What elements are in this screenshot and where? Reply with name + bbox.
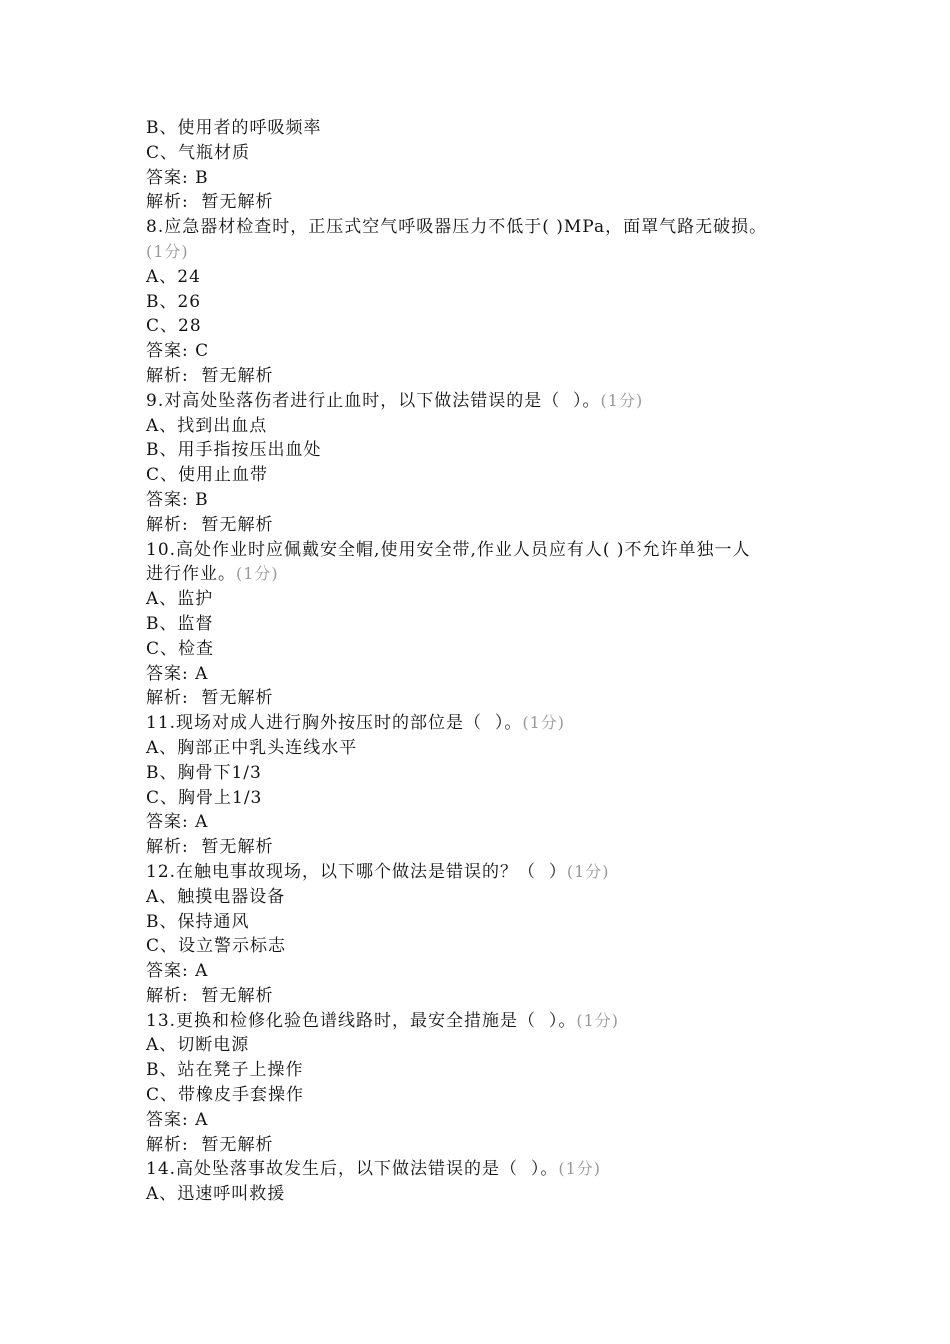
analysis-text: 解析: 暂无解析 [146,985,274,1006]
question-line [146,1009,826,1034]
option-line [146,587,826,612]
option-line [146,1182,826,1207]
option-text: A、找到出血点 [146,415,268,436]
option-text: B、胸骨下1/3 [146,762,262,783]
answer-text: 答案: A [146,1109,209,1130]
analysis-text: 解析: 暂无解析 [146,192,274,213]
option-text: A、胸部正中乳头连线水平 [146,737,358,758]
analysis-text: 解析: 暂无解析 [146,688,274,709]
answer-line [146,1108,826,1133]
question-text: 9.对高处坠落伤者进行止血时，以下做法错误的是（ ）。 [146,390,601,411]
question-text: 13.更换和检修化验色谱线路时，最安全措施是（ ）。 [146,1010,577,1031]
answer-text: 答案: B [146,489,209,510]
answer-line [146,810,826,835]
answer-line [146,662,826,687]
analysis-line [146,984,826,1009]
score-label: (1分) [566,861,610,881]
option-text: B、站在凳子上操作 [146,1060,304,1081]
option-line [146,314,826,339]
option-line [146,438,826,463]
question-text: 12.在触电事故现场，以下哪个做法是错误的？（ ） [146,861,567,882]
option-text: B、保持通风 [146,911,250,932]
option-line [146,612,826,637]
option-text: B、监督 [146,613,214,634]
score-label: (1分) [600,390,644,410]
score-label: (1分) [558,1159,602,1179]
score-label: (1分) [576,1010,620,1030]
option-text: C、28 [146,316,202,337]
analysis-line [146,513,826,538]
question-text: 8.应急器材检查时，正压式空气呼吸器压力不低于( )MPa，面罩气路无破损。 [146,217,768,238]
question-text: 进行作业。 [146,564,236,585]
analysis-text: 解析: 暂无解析 [146,1134,274,1155]
option-text: C、检查 [146,638,215,659]
analysis-text: 解析: 暂无解析 [146,365,274,386]
option-text: B、26 [146,291,202,312]
option-line [146,910,826,935]
option-text: C、使用止血带 [146,465,269,486]
option-line [146,463,826,488]
option-line [146,786,826,811]
quiz-text-body [146,116,826,1207]
option-line [146,1083,826,1108]
answer-line [146,166,826,191]
analysis-text: 解析: 暂无解析 [146,514,274,535]
option-line [146,736,826,761]
answer-line [146,959,826,984]
question-line [146,1157,826,1182]
answer-text: 答案: A [146,663,209,684]
option-text: B、用手指按压出血处 [146,440,322,461]
question-text: 10.高处作业时应佩戴安全帽,使用安全带,作业人员应有人( )不允许单独一人 [146,539,751,560]
score-label: (1分) [522,713,566,733]
analysis-line [146,1133,826,1158]
answer-text: 答案: B [146,167,209,188]
option-text: C、胸骨上1/3 [146,787,263,808]
option-text: A、24 [146,266,201,287]
question-line [146,389,826,414]
option-line [146,414,826,439]
option-line [146,290,826,315]
answer-text: 答案: A [146,961,209,982]
answer-text: 答案: C [146,341,210,362]
option-line [146,885,826,910]
option-line [146,116,826,141]
score-label: (1分) [146,241,189,261]
answer-line [146,488,826,513]
question-line [146,538,826,563]
option-text: C、气瓶材质 [146,142,251,163]
answer-text: 答案: A [146,812,209,833]
option-text: A、迅速呼叫救援 [146,1184,286,1205]
score-label: (1分) [236,564,279,584]
question-text: 11.现场对成人进行胸外按压时的部位是（ ）。 [146,713,523,734]
option-text: C、带橡皮手套操作 [146,1085,305,1106]
question-text: 14.高处坠落事故发生后，以下做法错误的是（ ）。 [146,1159,559,1180]
option-text: A、切断电源 [146,1035,250,1056]
answer-line [146,339,826,364]
option-text: A、触摸电器设备 [146,886,286,907]
analysis-line [146,835,826,860]
option-line [146,1058,826,1083]
score-line [146,240,826,265]
option-text: A、监护 [146,589,214,610]
analysis-text: 解析: 暂无解析 [146,837,274,858]
option-text: B、使用者的呼吸频率 [146,118,322,138]
analysis-line [146,190,826,215]
question-line [146,215,826,240]
option-line [146,141,826,166]
option-line [146,1033,826,1058]
analysis-line [146,364,826,389]
option-line [146,265,826,290]
question-line [146,711,826,736]
option-line [146,934,826,959]
question-line [146,562,826,587]
option-line [146,761,826,786]
option-line [146,637,826,662]
question-line [146,860,826,885]
analysis-line [146,686,826,711]
option-text: C、设立警示标志 [146,936,287,957]
